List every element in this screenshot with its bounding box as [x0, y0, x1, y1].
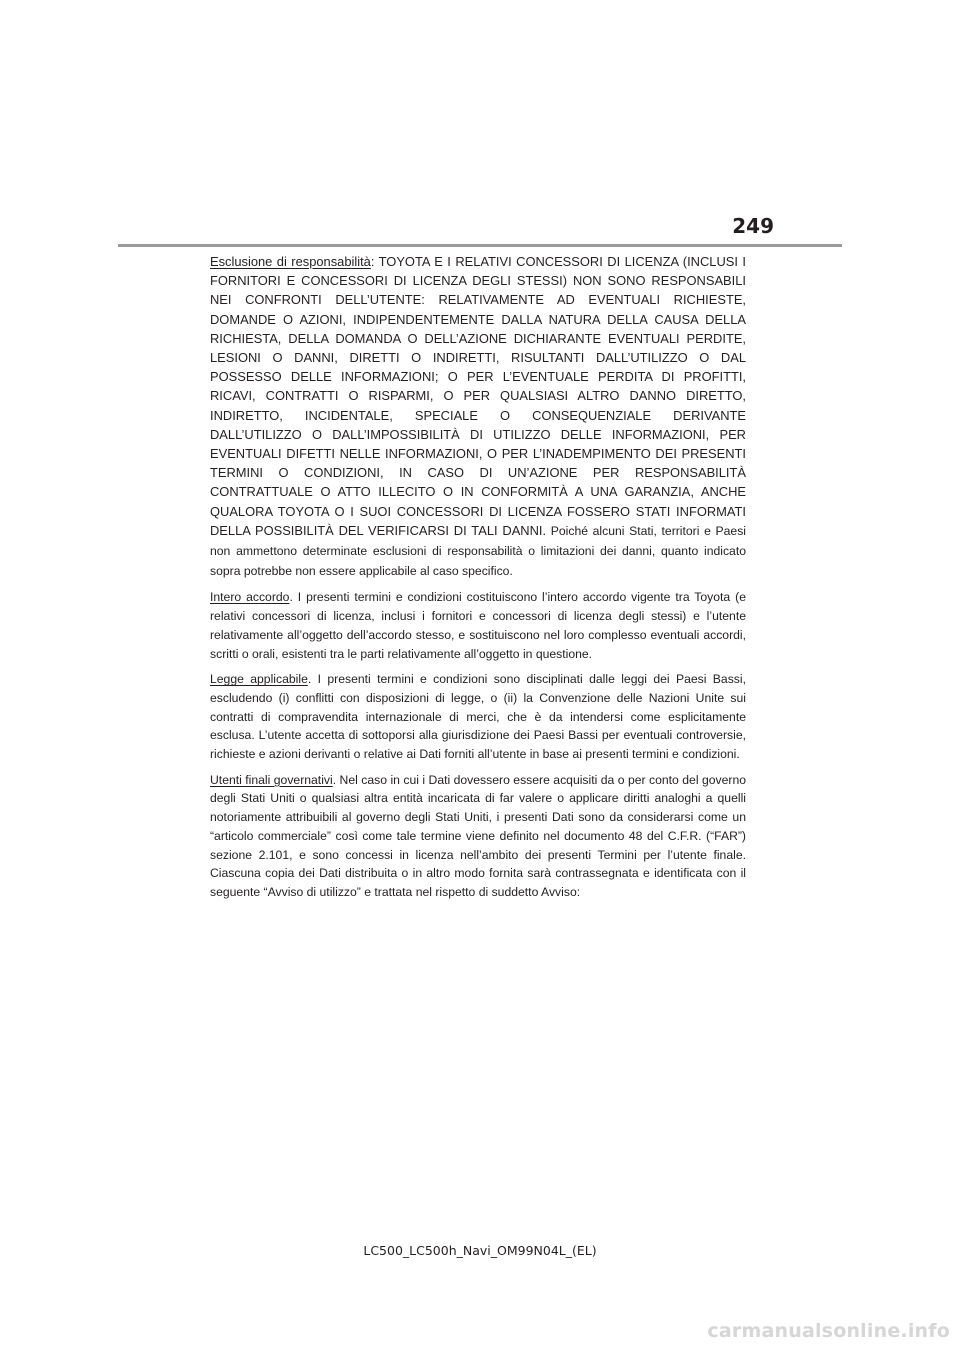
document-body: [210, 252, 746, 909]
paragraph-body: I presenti termini e condizioni costituiscono l’intero accordo vigente tra Toyota (e relativi concessori di licenza, inclusi i fornitori e concessori di licenza degli stessi) e l’utente relativamente all’oggetto dell’accordo stesso, e sostituiscono nel loro complesso eventuali accordi, scritti o orali, esistenti tra le parti relativamente all’oggetto in questione.: [210, 590, 746, 661]
section-heading-governing-law: Legge applicabile: [210, 672, 308, 687]
paragraph-governing-law: [210, 670, 746, 764]
section-heading-disclaimer: Esclusione di responsabilità: [210, 254, 371, 269]
watermark: carmanualsonline.info: [707, 1320, 950, 1342]
document-code: LC500_LC500h_Navi_OM99N04L_(EL): [363, 1243, 597, 1258]
paragraph-body: Nel caso in cui i Dati dovessero essere acquisiti da o per conto del governo degli Stati Uniti o qualsiasi altra entità incaricata di far valere o applicare diritti analoghi a quelli notoriamente attribuibili al governo degli Stati Uniti, i presenti Dati sono da considerarsi come un “articolo commerciale” così come tale termine viene definito nel documento 48 del C.F.R. (“FAR”) sezione 2.101, e sono concessi in licenza nell’ambito dei presenti Termini per l’utente finale. Ciascuna copia dei Dati distribuita o in altro modo fornita sarà contrassegnata e identificata con il seguente “Avviso di utilizzo” e trattata nel rispetto di suddetto Avviso:: [210, 772, 746, 899]
section-heading-government-users: Utenti finali governativi: [210, 772, 333, 787]
header-divider: [118, 244, 842, 247]
paragraph-body: I presenti termini e condizioni sono disciplinati dalle leggi dei Paesi Bassi, escludendo (i) conflitti con disposizioni di legge, o (ii) la Convenzione delle Nazioni Unite sui contratti di compravendita internazionale di merci, che è da intendersi come esplicitamente esclusa. L’utente accetta di sottoporsi alla giurisdizione dei Paesi Bassi per eventuali controversie, richieste e azioni derivanti o relative ai Dati forniti all’utente in base ai presenti termini e condizioni.: [210, 672, 746, 762]
heading-separator: .: [289, 590, 298, 605]
heading-separator: .: [332, 772, 340, 787]
paragraph-government-users: [210, 771, 746, 902]
paragraph-disclaimer: [210, 252, 746, 581]
heading-separator: :: [370, 254, 379, 269]
heading-separator: .: [307, 672, 318, 687]
section-heading-entire-agreement: Intero accordo: [210, 590, 290, 605]
paragraph-entire-agreement: [210, 588, 746, 663]
paragraph-tail: Poiché alcuni Stati, territori e Paesi non ammettono determinate esclusioni di responsabilità o limitazioni dei danni, quanto indicato sopra potrebbe non essere applicabile al caso specifico.: [210, 523, 746, 579]
paragraph-body: TOYOTA E I RELATIVI CONCESSORI DI LICENZA (INCLUSI I FORNITORI E CONCESSORI DI LICENZA DEGLI STESSI) NON SONO RESPONSABILI NEI CONFRONTI DELL’UTENTE: RELATIVAMENTE AD EVENTUALI RICHIESTE, DOMANDE O AZIONI, INDIPENDENTEMENTE DALLA NATURA DELLA CAUSA DELLA RICHIESTA, DELLA DOMANDA O DELL’AZIONE DICHIARANTE EVENTUALI PERDITE, LESIONI O DANNI, DIRETTI O INDIRETTI, RISULTANTI DALL’UTILIZZO O DAL POSSESSO DELLE INFORMAZIONI; O PER L’EVENTUALE PERDITA DI PROFITTI, RICAVI, CONTRATTI O RISPARMI, O PER QUALSIASI ALTRO DANNO DIRETTO, INDIRETTO, INCIDENTALE, SPECIALE O CONSEQUENZIALE DERIVANTE DALL’UTILIZZO O DALL’IMPOSSIBILITÀ DI UTILIZZO DELLE INFORMAZIONI, PER EVENTUALI DIFETTI NELLE INFORMAZIONI, O PER L’INADEMPIMENTO DEI PRESENTI TERMINI O CONDIZIONI, IN CASO DI UN’AZIONE PER RESPONSABILITÀ CONTRATTUALE O ATTO ILLECITO O IN CONFORMITÀ A UNA GARANZIA, ANCHE QUALORA TOYOTA O I SUOI CONCESSORI DI LICENZA FOSSERO STATI INFORMATI DELLA POSSIBILITÀ DEL VERIFICARSI DI TALI DANNI.: [210, 254, 746, 538]
page-number: 249: [732, 214, 774, 238]
